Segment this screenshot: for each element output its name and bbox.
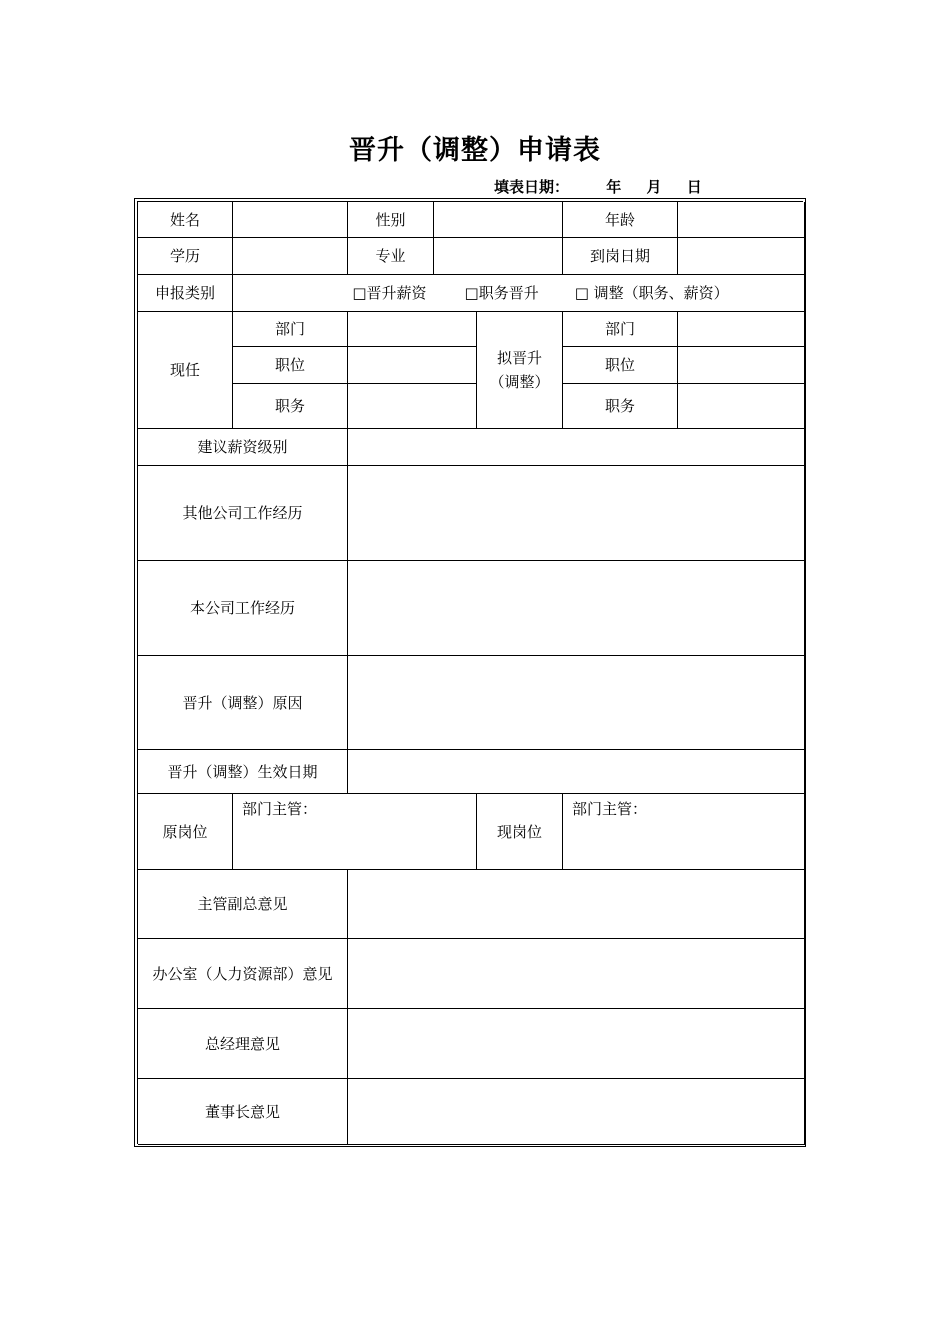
- hr-opinion-label: 办公室（人力资源部）意见: [138, 939, 348, 1009]
- effective-date-field[interactable]: [348, 750, 805, 794]
- proposed-label-line1: 拟晋升: [496, 349, 542, 367]
- type-options: [233, 275, 805, 312]
- original-post-label: 原岗位: [138, 794, 233, 870]
- option-salary-promotion[interactable]: □晋升薪资: [352, 284, 427, 302]
- date-month: 月: [646, 178, 662, 196]
- salary-level-label: 建议薪资级别: [138, 429, 348, 466]
- gender-label: 性别: [348, 202, 434, 238]
- date-year: 年: [606, 178, 622, 196]
- proposed-dept-field[interactable]: [678, 312, 805, 347]
- original-manager-field[interactable]: [233, 794, 477, 870]
- form-grid: [137, 201, 803, 1144]
- onboard-date-field[interactable]: [678, 238, 805, 275]
- proposed-position-field[interactable]: [678, 347, 805, 384]
- education-field[interactable]: [233, 238, 348, 275]
- date-day: 日: [686, 178, 702, 196]
- major-label: 专业: [348, 238, 434, 275]
- current-manager-field[interactable]: [563, 794, 805, 870]
- name-field[interactable]: [233, 202, 348, 238]
- hr-opinion-field[interactable]: [348, 939, 805, 1009]
- proposed-duty-field[interactable]: [678, 384, 805, 429]
- current-position-field[interactable]: [348, 347, 477, 384]
- chairman-opinion-field[interactable]: [348, 1079, 805, 1145]
- proposed-label: [477, 312, 563, 429]
- current-label: 现任: [138, 312, 233, 429]
- fill-date-line: [494, 176, 702, 197]
- original-manager-label: 部门主管：: [242, 800, 318, 818]
- age-field[interactable]: [678, 202, 805, 238]
- current-manager-label: 部门主管：: [572, 800, 648, 818]
- this-experience-field[interactable]: [348, 561, 805, 656]
- current-duty-field[interactable]: [348, 384, 477, 429]
- major-field[interactable]: [434, 238, 563, 275]
- current-dept-field[interactable]: [348, 312, 477, 347]
- current-duty-label: 职务: [233, 384, 348, 429]
- proposed-duty-label: 职务: [563, 384, 678, 429]
- gender-field[interactable]: [434, 202, 563, 238]
- proposed-position-label: 职位: [563, 347, 678, 384]
- application-form: [134, 198, 806, 1147]
- education-label: 学历: [138, 238, 233, 275]
- age-label: 年龄: [563, 202, 678, 238]
- reason-label: 晋升（调整）原因: [138, 656, 348, 750]
- proposed-label-line2: （调整）: [489, 373, 550, 391]
- reason-field[interactable]: [348, 656, 805, 750]
- form-title: 晋升（调整）申请表: [349, 135, 601, 166]
- effective-date-label: 晋升（调整）生效日期: [138, 750, 348, 794]
- name-label: 姓名: [138, 202, 233, 238]
- proposed-dept-label: 部门: [563, 312, 678, 347]
- other-experience-label: 其他公司工作经历: [138, 466, 348, 561]
- salary-level-field[interactable]: [348, 429, 805, 466]
- type-label: 申报类别: [138, 275, 233, 312]
- current-position-label: 职位: [233, 347, 348, 384]
- current-dept-label: 部门: [233, 312, 348, 347]
- vp-opinion-field[interactable]: [348, 870, 805, 939]
- gm-opinion-label: 总经理意见: [138, 1009, 348, 1079]
- onboard-date-label: 到岗日期: [563, 238, 678, 275]
- current-post-label: 现岗位: [477, 794, 563, 870]
- fill-date-label: 填表日期：: [494, 178, 570, 196]
- other-experience-field[interactable]: [348, 466, 805, 561]
- vp-opinion-label: 主管副总意见: [138, 870, 348, 939]
- gm-opinion-field[interactable]: [348, 1009, 805, 1079]
- this-experience-label: 本公司工作经历: [138, 561, 348, 656]
- option-adjustment[interactable]: □ 调整（职务、薪资）: [574, 284, 729, 302]
- option-duty-promotion[interactable]: □职务晋升: [464, 284, 539, 302]
- chairman-opinion-label: 董事长意见: [138, 1079, 348, 1145]
